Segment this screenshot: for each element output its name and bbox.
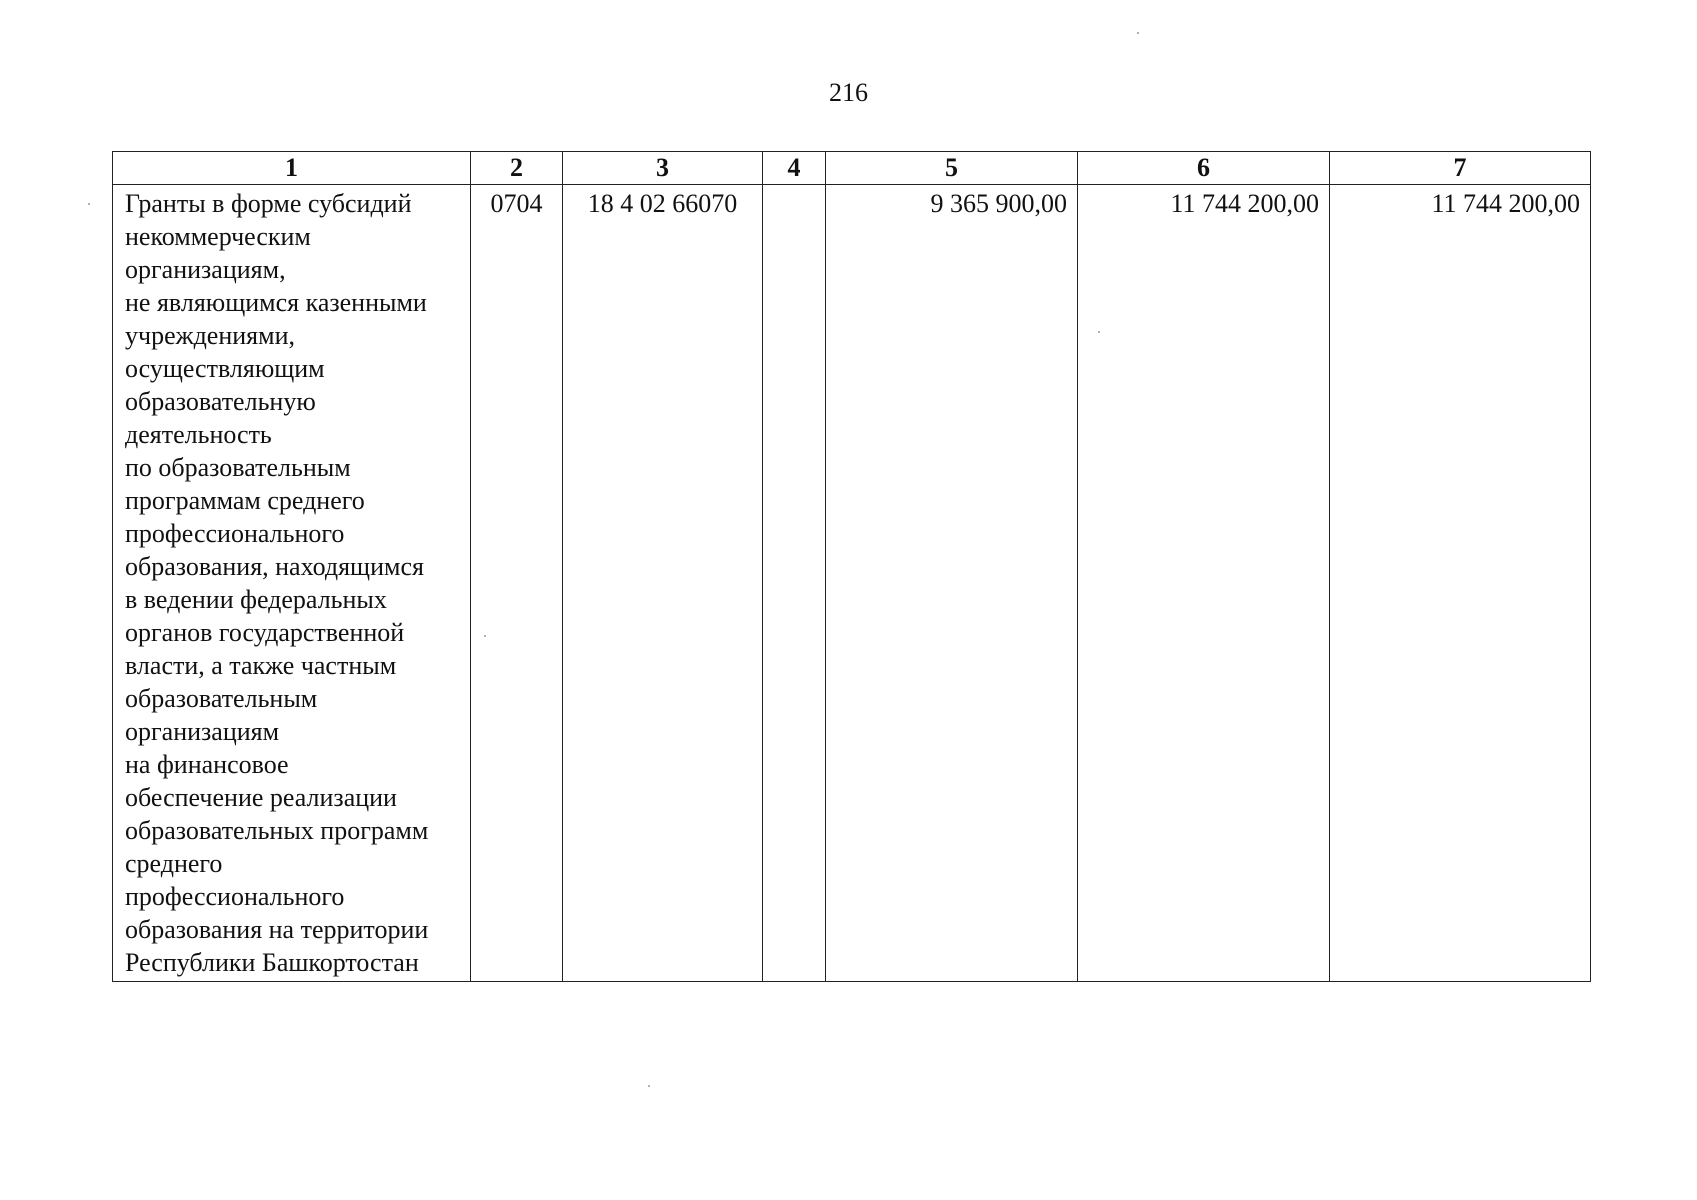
scan-speck [648,1085,650,1087]
target-article-cell: 18 4 02 66070 [563,185,763,982]
column-header-6: 6 [1078,152,1330,185]
table-row [113,185,1591,982]
column-header-2: 2 [471,152,563,185]
expense-name-line: программам среднего [125,486,365,515]
scan-speck [1098,331,1100,333]
amount-cell-col7: 11 744 200,00 [1330,185,1591,982]
column-header-5: 5 [826,152,1078,185]
expense-name-line: профессионального [125,882,345,911]
amount-cell-col6: 11 744 200,00 [1078,185,1330,982]
expense-name-line: профессионального [125,519,345,548]
expense-name-line: не являющимся казенными [125,288,427,317]
expense-name-line: образовательных программ [125,816,429,845]
section-code-cell: 0704 [471,185,563,982]
expense-name-line: образования, находящимся [125,552,424,581]
scan-speck [484,635,486,637]
expense-name-line: на финансовое [125,750,289,779]
column-header-3: 3 [563,152,763,185]
expense-name-line: Республики Башкортостан [125,948,419,977]
expense-name-cell [113,185,471,982]
expense-name-line: в ведении федеральных [125,585,387,614]
expense-name-line: организациям [125,717,280,746]
scan-speck [1137,32,1139,34]
expense-name-line: органов государственной [125,618,405,647]
page-number: 216 [829,78,868,107]
column-header-7: 7 [1330,152,1591,185]
expense-name-line: по образовательным [125,453,351,482]
column-header-1: 1 [113,152,471,185]
expense-name-line: образовательным [125,684,318,713]
expense-type-cell [763,185,826,982]
expense-name-line: образования на территории [125,915,429,944]
scan-speck [88,203,90,205]
expense-name-line: некоммерческим [125,222,311,251]
column-header-4: 4 [763,152,826,185]
amount-cell-col5: 9 365 900,00 [826,185,1078,982]
expense-name-line: образовательную [125,387,316,416]
expense-name-line: осуществляющим [125,354,325,383]
expense-name-line: обеспечение реализации [125,783,397,812]
table-header-row [113,152,1591,185]
budget-table [112,151,1591,982]
expense-name-line: деятельность [125,420,272,449]
expense-name-line: власти, а также частным [125,651,397,680]
expense-name-line: среднего [125,849,223,878]
expense-name-line: учреждениями, [125,321,296,350]
expense-name-line: организациям, [125,255,286,284]
expense-name-line: Гранты в форме субсидий [125,189,412,218]
